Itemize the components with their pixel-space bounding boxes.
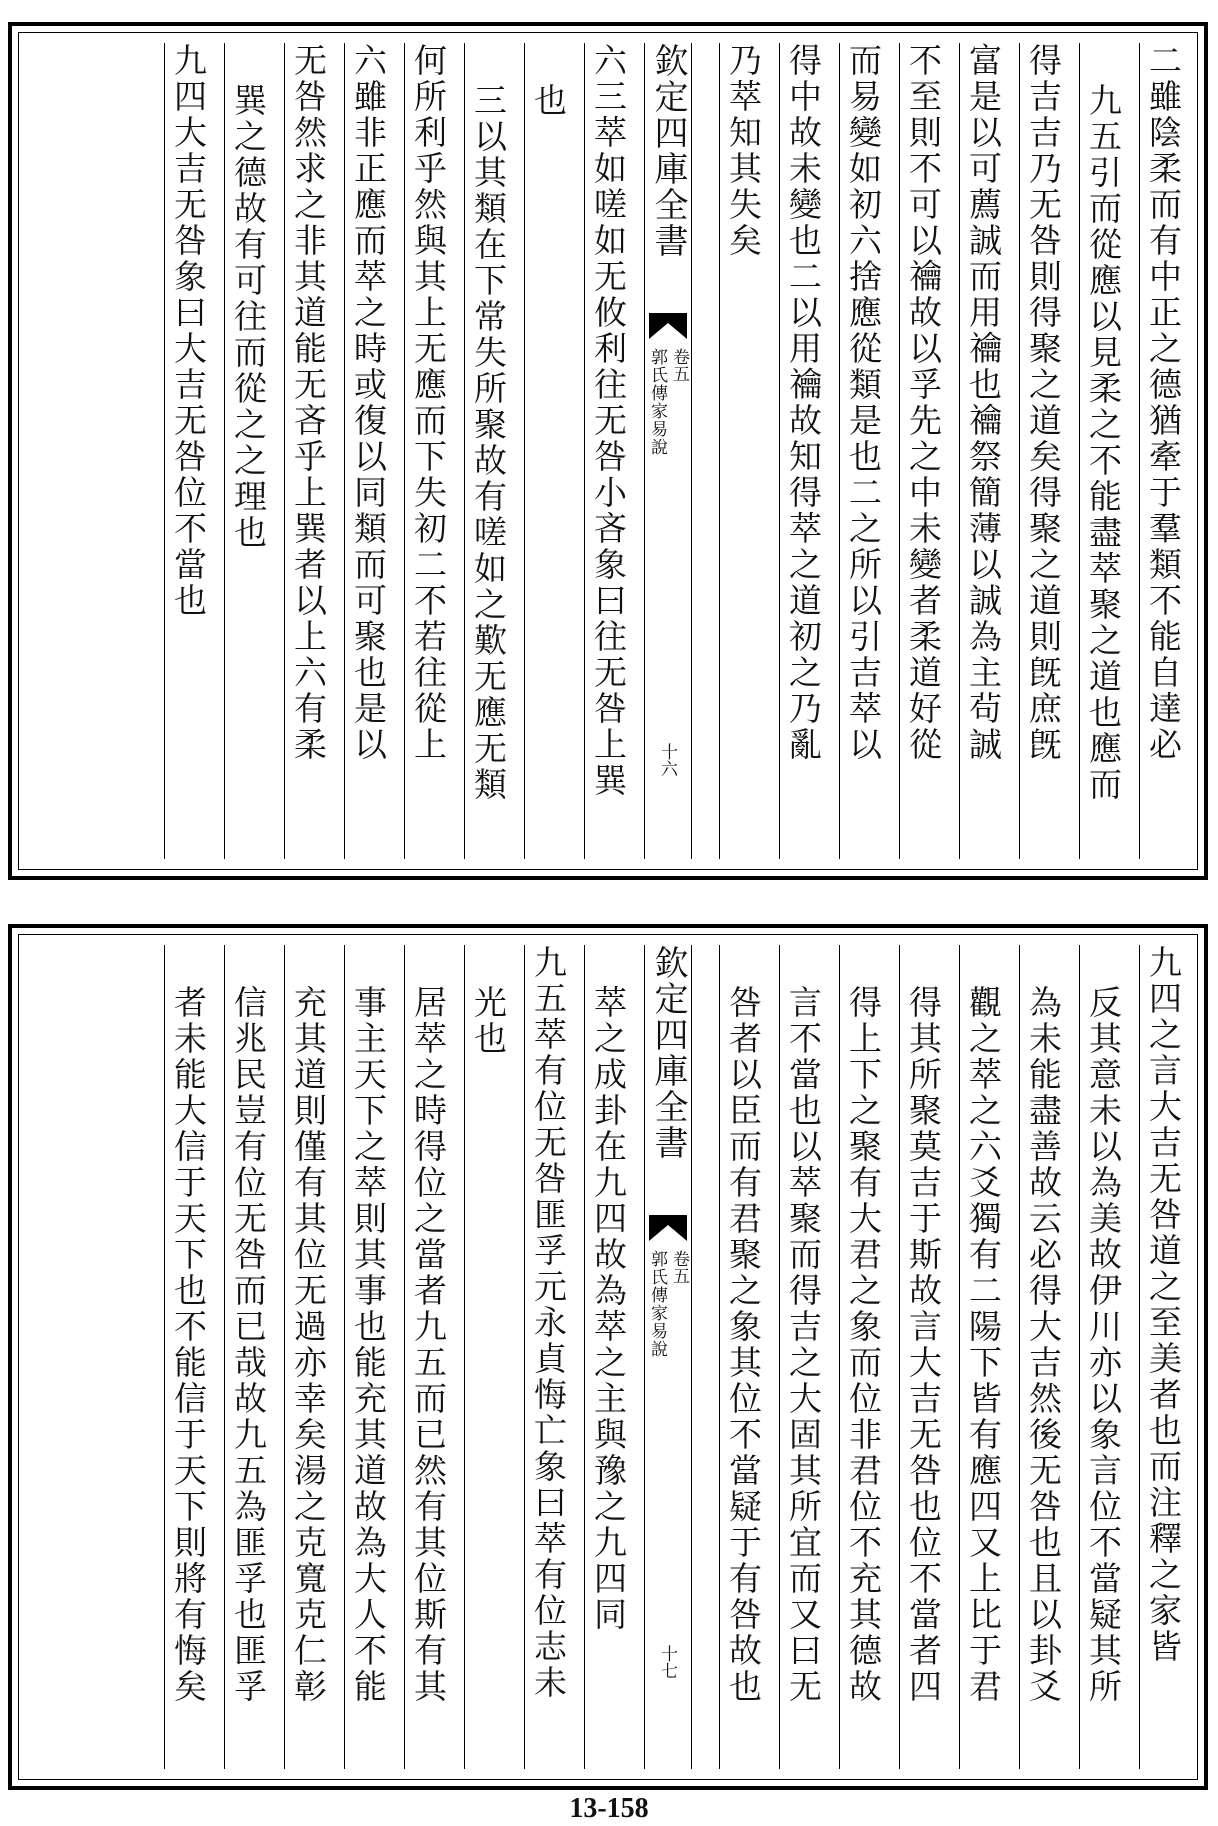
center-margin [644, 43, 692, 859]
center-margin-page-number: 十六 [657, 743, 677, 777]
text-column: 二雖陰柔而有中正之德猶牽于羣類不能自達必 [1139, 43, 1186, 859]
text-column: 巽之德故有可往而從之之理也 [224, 43, 271, 859]
center-margin [644, 945, 692, 1769]
text-column: 六雖非正應而萃之時或復以同類而可聚也是以 [344, 43, 391, 859]
text-column: 得上下之聚有大君之象而位非君位不充其德故 [839, 945, 886, 1769]
center-margin-volume: 卷五 [669, 348, 689, 382]
text-column: 光也 [464, 945, 511, 1769]
center-margin-title: 欽定四庫全書 [648, 43, 688, 259]
text-column: 三以其類在下常失所聚故有嗟如之歎无應无類 [464, 43, 511, 859]
text-column: 為未能盡善故云必得大吉然後无咎也且以卦爻 [1019, 945, 1066, 1769]
top-page [8, 22, 1208, 880]
top-page-frame [18, 32, 1198, 870]
fishtail-ornament [649, 313, 687, 339]
text-column: 居萃之時得位之當者九五而已然有其位斯有其 [404, 945, 451, 1769]
text-column: 事主天下之萃則其事也能充其道故為大人不能 [344, 945, 391, 1769]
text-column: 得中故未變也二以用禴故知得萃之道初之乃亂 [779, 43, 826, 859]
bottom-page-frame [18, 934, 1198, 1780]
text-column: 言不當也以萃聚而得吉之大固其所宜而又曰无 [779, 945, 826, 1769]
text-column: 信兆民豈有位无咎而已哉故九五為匪孚也匪孚 [224, 945, 271, 1769]
text-column: 富是以可薦誠而用禴也禴祭簡薄以誠為主茍誠 [959, 43, 1006, 859]
text-column: 乃萃知其失矣 [719, 43, 766, 859]
text-column: 无咎然求之非其道能无吝乎上巽者以上六有柔 [284, 43, 331, 859]
center-margin-title: 欽定四庫全書 [648, 945, 688, 1161]
fishtail-ornament [649, 1215, 687, 1241]
text-column: 充其道則僅有其位无過亦幸矣湯之克寬克仁彰 [284, 945, 331, 1769]
text-column: 九五萃有位无咎匪孚元永貞悔亡象曰萃有位志未 [524, 945, 571, 1769]
text-column: 九五引而從應以見柔之不能盡萃聚之道也應而 [1079, 43, 1126, 859]
center-margin-book: 郭氏傳家易說 [647, 1250, 667, 1358]
text-column: 而易變如初六捨應從類是也二之所以引吉萃以 [839, 43, 886, 859]
text-column: 何所利乎然與其上无應而下失初二不若往從上 [404, 43, 451, 859]
text-column: 得吉吉乃无咎則得聚之道矣得聚之道則旣庶旣 [1019, 43, 1066, 859]
text-column: 九四大吉无咎象曰大吉无咎位不當也 [164, 43, 211, 859]
text-column: 觀之萃之六爻獨有二陽下皆有應四又上比于君 [959, 945, 1006, 1769]
text-column: 六三萃如嗟如无攸利往无咎小吝象曰往无咎上巽 [584, 43, 631, 859]
text-column: 反其意未以為美故伊川亦以象言位不當疑其所 [1079, 945, 1126, 1769]
text-column: 者未能大信于天下也不能信于天下則將有悔矣 [164, 945, 211, 1769]
text-column: 也 [524, 43, 571, 859]
text-column: 九四之言大吉无咎道之至美者也而注釋之家皆 [1139, 945, 1186, 1769]
text-column: 萃之成卦在九四故為萃之主與豫之九四同 [584, 945, 631, 1769]
text-column: 咎者以臣而有君聚之象其位不當疑于有咎故也 [719, 945, 766, 1769]
center-margin-book: 郭氏傳家易說 [647, 348, 667, 456]
page-footer-number: 13-158 [569, 1793, 649, 1824]
text-column: 得其所聚莫吉于斯故言大吉无咎也位不當者四 [899, 945, 946, 1769]
bottom-page [8, 924, 1208, 1790]
center-margin-page-number: 十七 [657, 1645, 677, 1679]
center-margin-volume: 卷五 [669, 1250, 689, 1284]
text-column: 不至則不可以禴故以孚先之中未變者柔道好從 [899, 43, 946, 859]
